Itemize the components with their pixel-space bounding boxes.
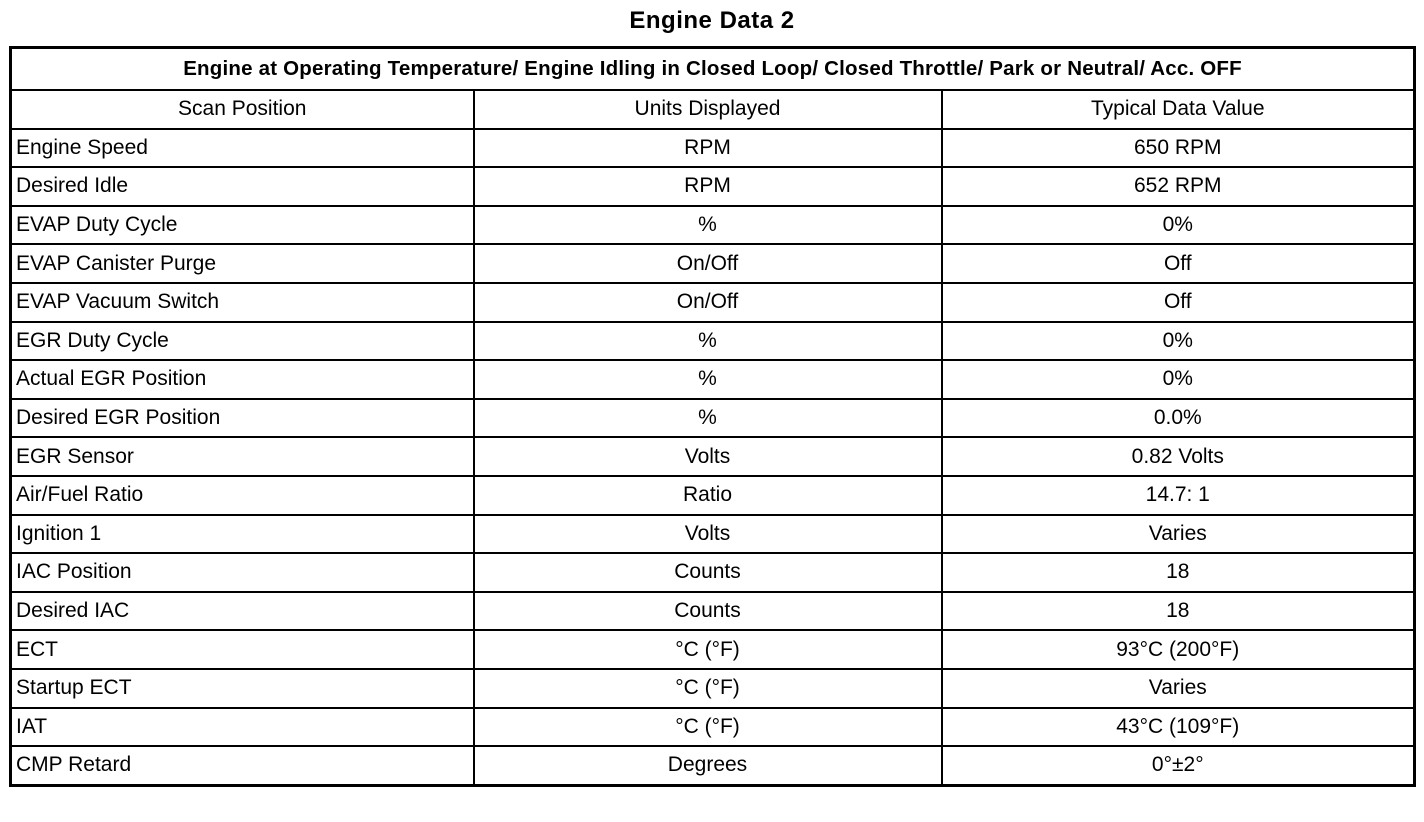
- table-row: [11, 206, 1415, 245]
- column-header-units-displayed: Units Displayed: [474, 90, 942, 129]
- scan-position-cell: IAT: [11, 708, 474, 747]
- units-cell: °C (°F): [474, 630, 942, 669]
- typical-value-cell: 14.7: 1: [942, 476, 1415, 515]
- table-row: [11, 515, 1415, 554]
- typical-value-cell: 18: [942, 553, 1415, 592]
- column-header-typical-data-value: Typical Data Value: [942, 90, 1415, 129]
- scan-position-cell: Actual EGR Position: [11, 360, 474, 399]
- scan-position-cell: EGR Sensor: [11, 437, 474, 476]
- table-row: [11, 129, 1415, 168]
- units-cell: On/Off: [474, 283, 942, 322]
- page-title: Engine Data 2: [629, 7, 795, 34]
- table-row: [11, 437, 1415, 476]
- table-row: [11, 360, 1415, 399]
- table-body: [11, 129, 1415, 786]
- scan-position-cell: Startup ECT: [11, 669, 474, 708]
- units-cell: Volts: [474, 515, 942, 554]
- engine-data-table: [9, 46, 1416, 787]
- typical-value-cell: 0%: [942, 206, 1415, 245]
- table-row: [11, 630, 1415, 669]
- table-row: [11, 592, 1415, 631]
- scan-position-cell: Ignition 1: [11, 515, 474, 554]
- scan-position-cell: IAC Position: [11, 553, 474, 592]
- typical-value-cell: 93°C (200°F): [942, 630, 1415, 669]
- typical-value-cell: 0.0%: [942, 399, 1415, 438]
- scan-position-cell: Desired EGR Position: [11, 399, 474, 438]
- typical-value-cell: 0.82 Volts: [942, 437, 1415, 476]
- typical-value-cell: 43°C (109°F): [942, 708, 1415, 747]
- table-row: [11, 553, 1415, 592]
- table-row: [11, 476, 1415, 515]
- table-row: [11, 167, 1415, 206]
- table-row: [11, 669, 1415, 708]
- units-cell: Volts: [474, 437, 942, 476]
- units-cell: %: [474, 322, 942, 361]
- typical-value-cell: 18: [942, 592, 1415, 631]
- scan-position-cell: EGR Duty Cycle: [11, 322, 474, 361]
- scan-position-cell: EVAP Vacuum Switch: [11, 283, 474, 322]
- typical-value-cell: Varies: [942, 669, 1415, 708]
- scan-position-cell: Air/Fuel Ratio: [11, 476, 474, 515]
- table-row: [11, 322, 1415, 361]
- units-cell: Counts: [474, 592, 942, 631]
- typical-value-cell: 650 RPM: [942, 129, 1415, 168]
- typical-value-cell: 0%: [942, 360, 1415, 399]
- units-cell: RPM: [474, 167, 942, 206]
- column-header-scan-position: Scan Position: [11, 90, 474, 129]
- table-row: [11, 283, 1415, 322]
- typical-value-cell: Varies: [942, 515, 1415, 554]
- units-cell: Counts: [474, 553, 942, 592]
- units-cell: Ratio: [474, 476, 942, 515]
- scan-position-cell: ECT: [11, 630, 474, 669]
- typical-value-cell: 652 RPM: [942, 167, 1415, 206]
- scan-position-cell: Engine Speed: [11, 129, 474, 168]
- scan-position-cell: EVAP Canister Purge: [11, 244, 474, 283]
- caption-row: [11, 48, 1415, 91]
- typical-value-cell: 0°±2°: [942, 746, 1415, 785]
- units-cell: On/Off: [474, 244, 942, 283]
- header-row: [11, 90, 1415, 129]
- table-row: [11, 399, 1415, 438]
- units-cell: %: [474, 206, 942, 245]
- units-cell: RPM: [474, 129, 942, 168]
- scan-position-cell: Desired IAC: [11, 592, 474, 631]
- scan-position-cell: EVAP Duty Cycle: [11, 206, 474, 245]
- scan-position-cell: CMP Retard: [11, 746, 474, 785]
- scan-position-cell: Desired Idle: [11, 167, 474, 206]
- table-row: [11, 708, 1415, 747]
- units-cell: Degrees: [474, 746, 942, 785]
- units-cell: %: [474, 399, 942, 438]
- units-cell: %: [474, 360, 942, 399]
- table-row: [11, 244, 1415, 283]
- table-row: [11, 746, 1415, 785]
- units-cell: °C (°F): [474, 669, 942, 708]
- units-cell: °C (°F): [474, 708, 942, 747]
- table-caption: Engine at Operating Temperature/ Engine Idling in Closed Loop/ Closed Throttle/ Park or Neutral/ Acc. OFF: [11, 48, 1415, 91]
- typical-value-cell: 0%: [942, 322, 1415, 361]
- typical-value-cell: Off: [942, 244, 1415, 283]
- typical-value-cell: Off: [942, 283, 1415, 322]
